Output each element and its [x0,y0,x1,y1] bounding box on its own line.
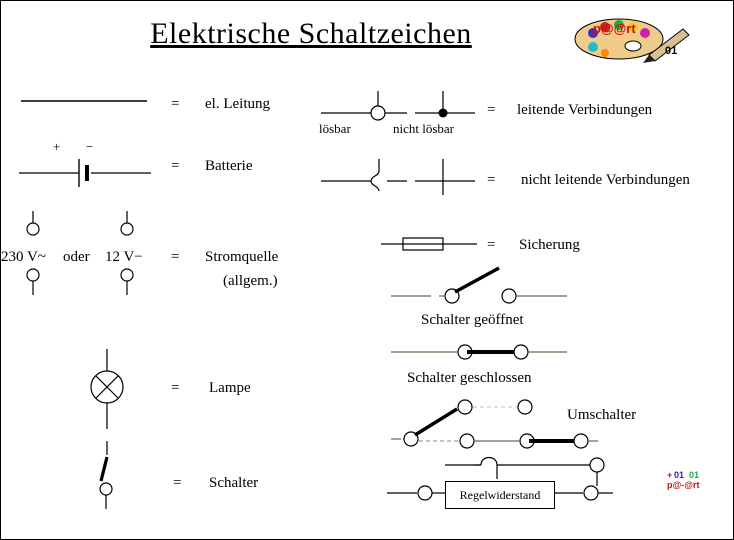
label-battery-minus: − [86,139,94,154]
svg-text:p@-@rt: p@-@rt [667,480,700,490]
equals-leitung: = [171,96,180,112]
label-source-or: oder [63,249,90,265]
label-leitung: el. Leitung [205,96,270,112]
symbol-batterie [17,153,153,187]
equals-nicht-leitende-verbindungen: = [487,172,496,188]
label-schalter-geoeffnet: Schalter geöffnet [421,312,524,328]
equals-schalter: = [173,475,182,491]
equals-sicherung: = [487,237,496,253]
symbol-schalter-geschlossen [389,341,569,363]
symbol-schalter-geoeffnet [389,263,569,309]
logo-palette [571,15,691,63]
label-leitende-verbindungen: leitende Verbindungen [517,102,653,118]
label-batterie: Batterie [205,158,253,174]
svg-text:01: 01 [689,470,700,480]
symbol-nicht-leitende-verbindungen [319,155,479,197]
logo-palette-small [665,469,709,491]
svg-text:01: 01 [674,470,685,480]
label-source-left: 230 V~ [1,249,46,265]
label-source-right: 12 V− [105,249,143,265]
equals-lampe: = [171,380,180,396]
label-battery-plus: + [53,139,61,154]
equals-batterie: = [171,158,180,174]
label-sicherung: Sicherung [519,237,580,253]
label-stromquelle-2: (allgem.) [223,273,278,289]
label-umschalter: Umschalter [567,407,637,423]
label-nicht-loesbar: nicht lösbar [393,121,455,136]
svg-text:+: + [667,470,673,480]
symbol-leitung [19,93,149,109]
equals-stromquelle: = [171,249,180,265]
logo-badge-number: 01 [665,45,678,57]
label-loesbar: lösbar [319,121,351,136]
symbol-lampe [73,349,141,441]
symbol-sicherung [381,233,479,255]
label-nicht-leitende-verbindungen: nicht leitende Verbindungen [521,172,690,188]
label-lampe: Lampe [209,380,251,396]
page-title: Elektrische Schaltzeichen [150,17,472,50]
label-regelwiderstand: Regelwiderstand [445,481,555,509]
logo-text: p@@rt [593,21,636,36]
equals-leitende-verbindungen: = [487,102,496,118]
symbol-schalter [79,441,137,511]
label-stromquelle: Stromquelle [205,249,279,265]
label-schalter-geschlossen: Schalter geschlossen [407,370,532,386]
label-schalter: Schalter [209,475,259,491]
